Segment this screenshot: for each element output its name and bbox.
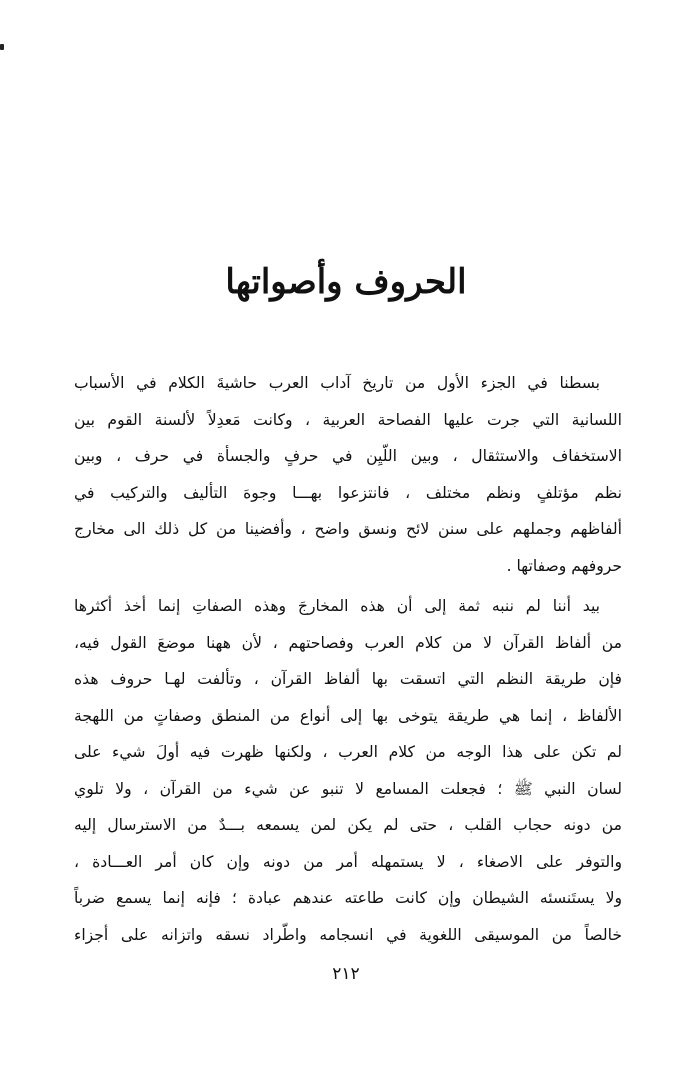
- text-line: خالصاً من الموسيقى اللغوية في انسجامه واطّراد نسقه واتزانه على أجزاء: [74, 925, 622, 944]
- text-line: ولا يستَنسئه الشيطان وإن كانت طاعته عندهم عبادة ؛ فإنه إنما يسمع ضرباً: [74, 889, 622, 907]
- text-line: فإن طريقة النظم التي اتسقت بها ألفاظ القرآن ، وتألفت لهـا حروف هذه: [74, 670, 622, 688]
- chapter-title: الحروف وأصواتها: [225, 262, 467, 302]
- text-line: الاستخفاف والاستثقال ، وبين اللّيِن في حرفٍ والجسأة في حرف ، وبين: [74, 447, 622, 465]
- text-line: من دونه حجاب القلب ، حتى لم يكن لمن يسمعه بـــدٌ من الاسترسال إليه: [74, 816, 622, 834]
- text-line: بيد أننا لم ننبه ثمة إلى أن هذه المخارجَ وهذه الصفاتِ إنما أخذ أكثرها: [74, 597, 600, 615]
- margin-mark: [0, 44, 4, 50]
- text-line: لسان النبي ﷺ ؛ فجعلت المسامع لا تنبو عن شيء من القرآن ، ولا تلوي: [74, 779, 622, 798]
- text-line: حروفهم وصفاتها .: [506, 556, 622, 575]
- page-number: ٢١٢: [332, 964, 360, 984]
- text-line: من ألفاظ القرآن لا من كلام العرب وفصاحتهم ، لأن ههنا موضعَ القول فيه،: [74, 633, 622, 652]
- text-line: نظم مؤتلفٍ ونظم مختلف ، فانتزعوا بهـــا وجوهَ التأليف والتركيب في: [74, 483, 622, 502]
- text-line: والتوفر على الاصغاء ، لا يستمهله أمر من دونه وإن كان أمر العـــادة ،: [74, 852, 622, 871]
- text-line: ألفاظهم وجملهم على سنن لائح ونسق واضح ، وأفضينا من كل ذلك الى مخارج: [74, 520, 622, 538]
- paragraph-2: [74, 588, 622, 953]
- text-line: اللسانية التي جرت عليها الفصاحة العربية ، وكانت مَعدِلاً لألسنة القوم بين: [74, 410, 622, 429]
- paragraph-1: [74, 365, 622, 584]
- text-line: لم تكن على هذا الوجه من كلام العرب ، ولكنها ظهرت فيه أولَ شيء على: [74, 743, 622, 761]
- text-line: الألفاظ ، إنما هي طريقة يتوخى بها إلى أنواع من المنطق وصفاتٍ من اللهجة: [74, 706, 622, 725]
- text-line: بسطنا في الجزء الأول من تاريخ آداب العرب حاشيةَ الكلام في الأسباب: [74, 374, 600, 392]
